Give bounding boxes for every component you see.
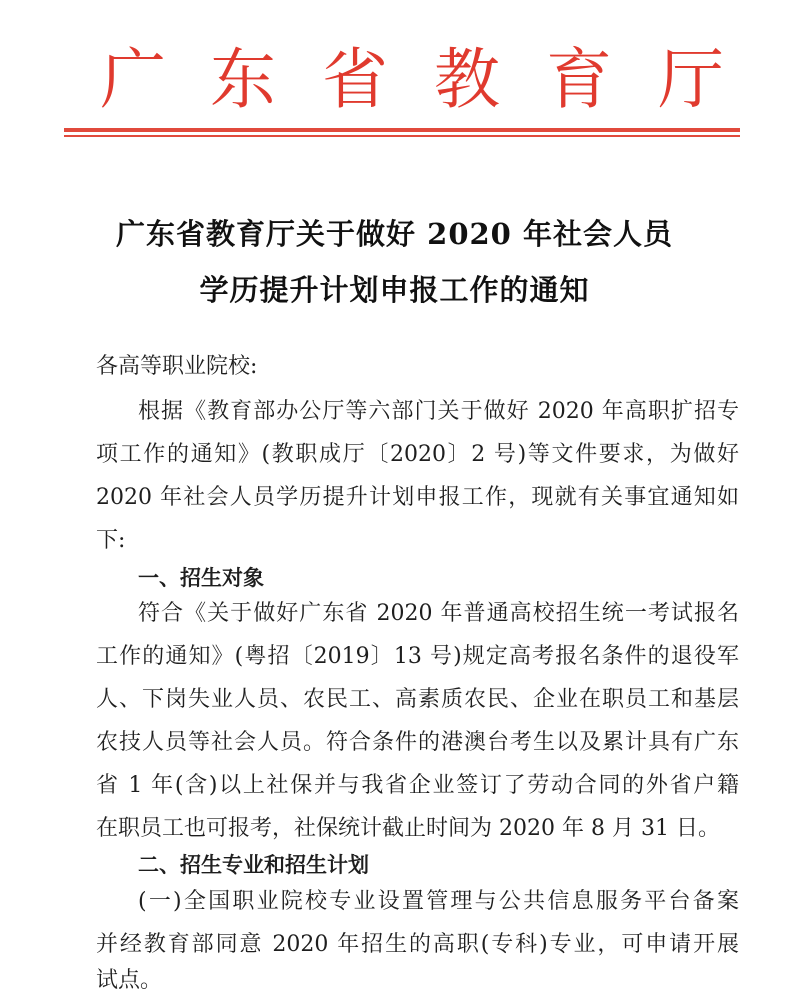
body-line: 符合《关于做好广东省 2020 年普通高校招生统一考试报名 — [138, 601, 739, 626]
body-line: 省 1 年(含)以上社保并与我省企业签订了劳动合同的外省户籍 — [96, 773, 739, 798]
section-heading: 二、招生专业和招生计划 — [138, 853, 369, 877]
header-rule-thick — [64, 128, 740, 132]
masthead-char: 省 — [322, 41, 388, 118]
section-heading: 一、招生对象 — [138, 566, 264, 590]
body-line: 在职员工也可报考，社保统计截止时间为 2020 年 8 月 31 日。 — [96, 816, 720, 841]
body-line: 并经教育部同意 2020 年招生的高职(专科)专业，可申请开展 — [96, 932, 739, 957]
body-line: 试点。 — [96, 968, 163, 993]
body-line: 工作的通知》(粤招〔2019〕13 号)规定高考报名条件的退役军 — [96, 644, 739, 669]
header-rule-thin — [64, 135, 740, 137]
body-line: (一)全国职业院校专业设置管理与公共信息服务平台备案 — [138, 889, 739, 914]
body-line: 农技人员等社会人员。符合条件的港澳台考生以及累计具有广东 — [96, 730, 739, 755]
masthead-char: 教 — [434, 41, 500, 118]
masthead-char: 东 — [210, 41, 276, 118]
body-line: 根据《教育部办公厅等六部门关于做好 2020 年高职扩招专 — [138, 399, 739, 424]
masthead-char: 厅 — [658, 41, 724, 118]
document-title-line-1: 广东省教育厅关于做好 2020 年社会人员 — [116, 217, 673, 251]
masthead-char: 广 — [100, 41, 166, 118]
body-line: 下: — [96, 528, 126, 553]
salutation: 各高等职业院校: — [96, 354, 258, 379]
masthead-char: 育 — [546, 41, 612, 118]
body-line: 项工作的通知》(教职成厅〔2020〕2 号)等文件要求，为做好 — [96, 442, 739, 467]
body-line: 人、下岗失业人员、农民工、高素质农民、企业在职员工和基层 — [96, 687, 739, 712]
document-title-line-2: 学历提升计划申报工作的通知 — [199, 273, 590, 307]
body-line: 2020 年社会人员学历提升计划申报工作，现就有关事宜通知如 — [96, 485, 739, 510]
masthead — [60, 40, 740, 120]
